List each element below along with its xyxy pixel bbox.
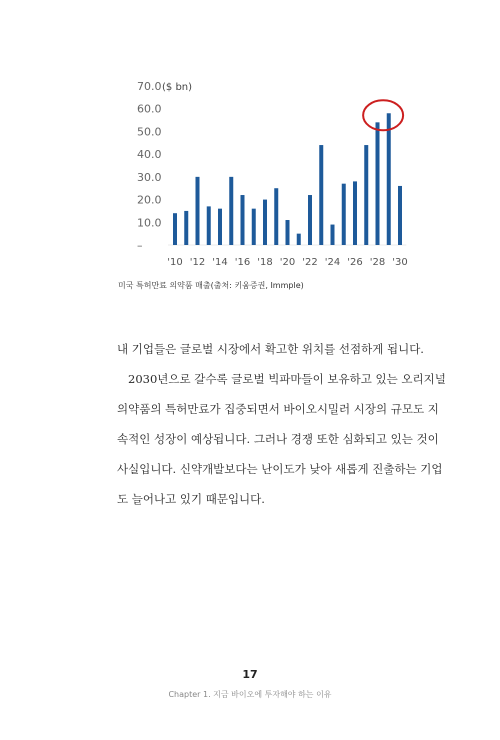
bar-2013: [207, 206, 211, 245]
x-tick-label: '10: [167, 257, 183, 268]
chart-caption: 미국 특허만료 의약품 매출(출처: 키움증권, Immple): [118, 281, 304, 290]
y-tick-label: 50.0: [137, 125, 162, 139]
y-tick-label: –: [137, 239, 143, 252]
bar-2025: [342, 184, 346, 245]
bar-2022: [308, 195, 312, 245]
y-tick-label: 70.0: [137, 80, 162, 93]
bar-2023: [319, 145, 323, 245]
bar-2014: [218, 209, 222, 245]
bar-2026: [353, 181, 357, 245]
x-axis: [167, 257, 407, 268]
bars: [168, 113, 406, 245]
bar-2017: [252, 209, 256, 245]
page-number: 17: [242, 668, 258, 681]
highlight-annotation: [363, 100, 403, 130]
y-tick-label: 10.0: [137, 216, 162, 230]
paragraph-line: 의약품의 특허만료가 집중되면서 바이오시밀러 시장의 규모도 지: [117, 402, 439, 416]
chapter-footer: Chapter 1. 지금 바이오에 투자해야 하는 이유: [168, 690, 332, 699]
x-tick-label: '20: [279, 257, 296, 268]
x-tick-label: '12: [189, 257, 206, 268]
x-tick-label: '30: [392, 257, 408, 268]
bar-2016: [241, 195, 245, 245]
bar-2011: [184, 211, 188, 245]
paragraph-line: 도 늘어나고 있기 때문입니다.: [117, 492, 265, 506]
bar-2019: [274, 188, 278, 245]
x-tick-label: '28: [369, 257, 386, 268]
x-tick-label: '18: [257, 257, 273, 268]
y-tick-label: 60.0: [137, 102, 162, 116]
y-axis: [137, 80, 192, 252]
paragraph-line: 2030년으로 갈수록 글로벌 빅파마들이 보유하고 있는 오리지널: [128, 372, 446, 386]
bar-2030: [398, 186, 402, 245]
x-tick-label: '14: [212, 257, 228, 268]
y-tick-label: 20.0: [137, 193, 162, 207]
bar-2012: [196, 177, 200, 245]
x-tick-label: '22: [302, 257, 318, 268]
patent-expiry-bar-chart: [0, 0, 500, 280]
bar-2020: [286, 220, 290, 245]
bar-2027: [364, 145, 368, 245]
paragraph-line: 사실입니다. 신약개발보다는 난이도가 낮아 새롭게 진출하는 기업: [117, 462, 443, 476]
y-tick-label: 40.0: [137, 148, 162, 162]
bar-2015: [229, 177, 233, 245]
bar-2018: [263, 200, 267, 245]
x-tick-label: '26: [347, 257, 363, 268]
bar-2024: [331, 225, 335, 245]
bar-2028: [376, 122, 380, 245]
y-axis-unit: ($ bn): [162, 82, 193, 93]
paragraph-line: 속적인 성장이 예상됩니다. 그러나 경쟁 또한 심화되고 있는 것이: [117, 432, 439, 446]
x-tick-label: '16: [234, 257, 251, 268]
highlight-circle: [363, 100, 403, 130]
bar-2010: [173, 213, 177, 245]
bar-2029: [387, 113, 391, 245]
paragraph-line: 내 기업들은 글로벌 시장에서 확고한 위치를 선점하게 됩니다.: [117, 342, 424, 356]
x-tick-label: '24: [324, 257, 341, 268]
y-tick-label: 30.0: [137, 170, 162, 184]
bar-2021: [297, 234, 301, 245]
